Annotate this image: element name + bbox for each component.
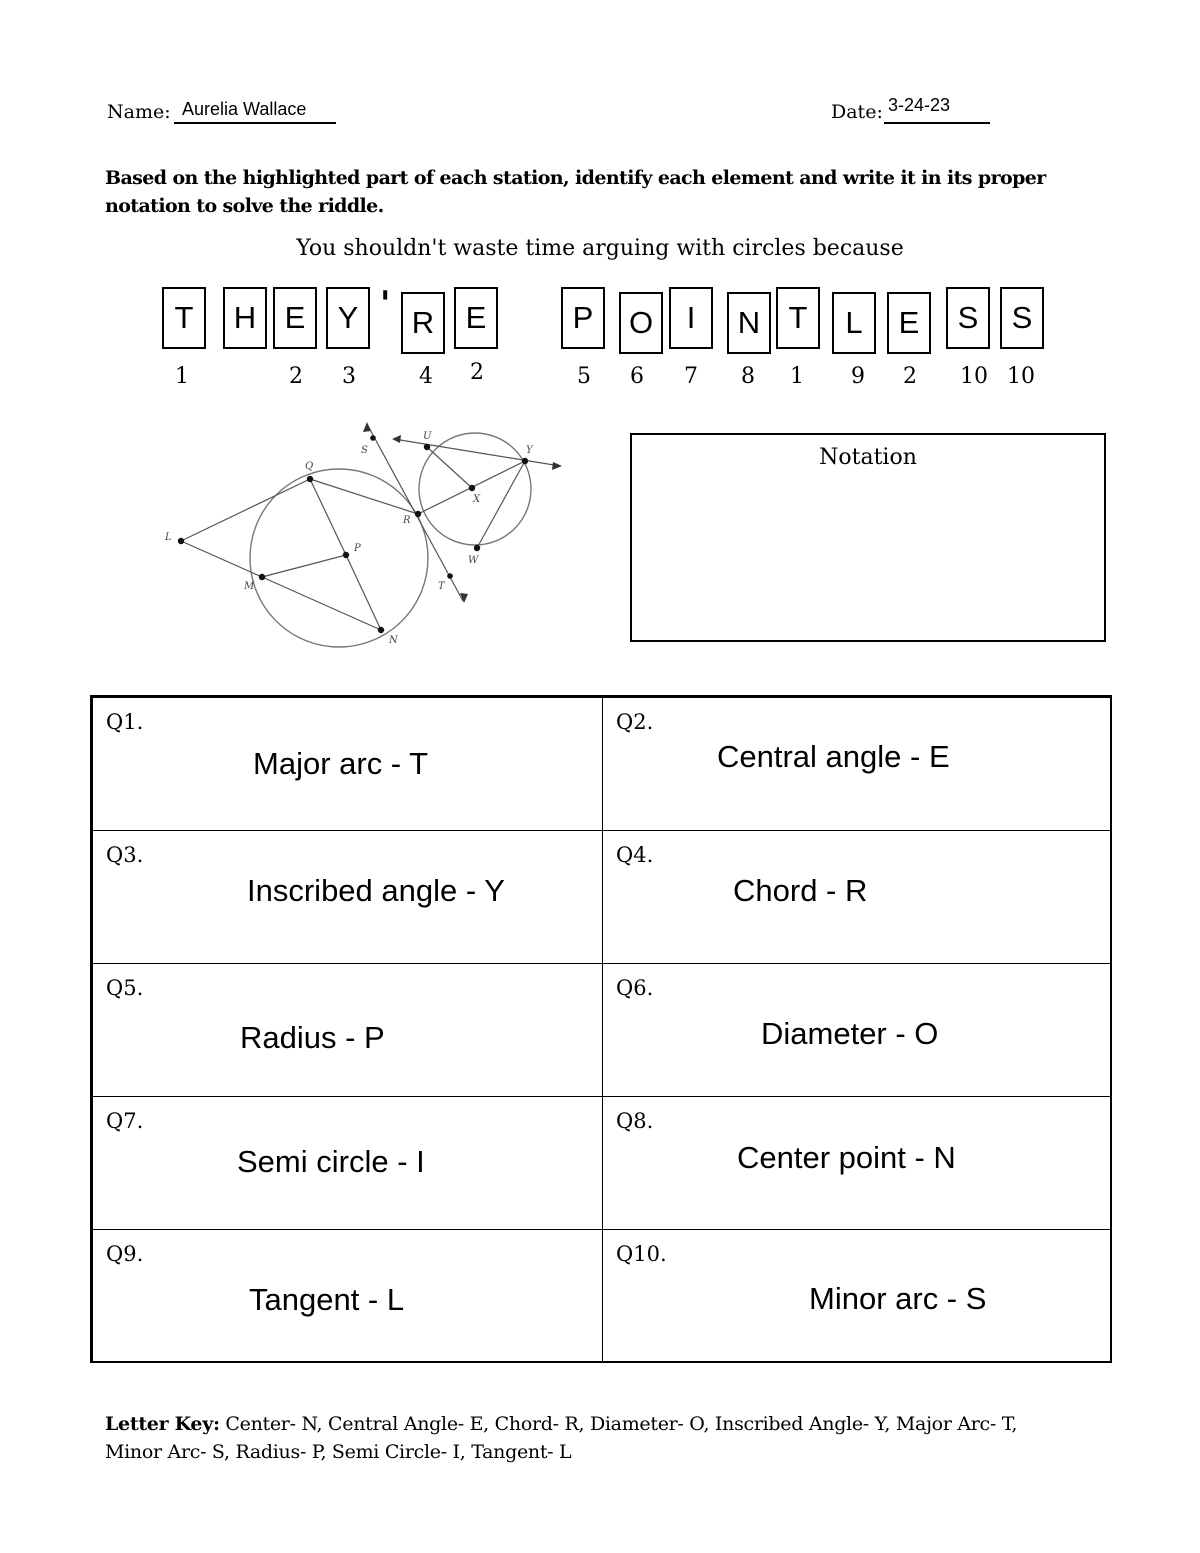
answer-box[interactable]: L [832, 292, 876, 354]
question-label: Q5. [106, 976, 144, 1000]
arrowhead-u [392, 435, 401, 443]
question-label: Q6. [616, 976, 654, 1000]
arrowhead-s [363, 422, 371, 432]
question-label: Q8. [616, 1109, 654, 1133]
segment-yw [477, 461, 525, 548]
answer-number: 2 [289, 364, 303, 389]
point-u [424, 444, 430, 450]
letter-key-line-1 [105, 1410, 1105, 1438]
letter-key-text-2: Minor Arc- S, Radius- P, Semi Circle- I, Tangent- L [105, 1441, 572, 1463]
answer-box[interactable]: E [454, 287, 498, 349]
question-cell-q9[interactable] [92, 1229, 603, 1363]
answer-number: 7 [684, 364, 698, 389]
apostrophe: ' [380, 284, 391, 324]
question-cell-q6[interactable] [602, 963, 1112, 1097]
question-answer[interactable]: Central angle - E [717, 739, 950, 774]
question-answer[interactable]: Major arc - T [253, 746, 429, 781]
label-q: Q [305, 461, 314, 472]
question-cell-q2[interactable] [602, 697, 1112, 831]
notation-box[interactable] [630, 433, 1106, 642]
answer-number: 3 [342, 364, 356, 389]
question-answer[interactable]: Center point - N [737, 1140, 956, 1175]
question-cell-q3[interactable] [92, 830, 603, 964]
point-n [378, 627, 384, 633]
point-w [474, 545, 480, 551]
point-s [370, 435, 376, 441]
question-answer[interactable]: Minor arc - S [809, 1281, 987, 1316]
answer-box[interactable]: S [1000, 287, 1044, 349]
question-label: Q7. [106, 1109, 144, 1133]
notation-title: Notation [819, 445, 917, 470]
letter-key [105, 1410, 1105, 1466]
answer-box[interactable]: N [727, 292, 771, 354]
question-cell-q7[interactable] [92, 1096, 603, 1230]
question-grid [90, 695, 1112, 1363]
answer-number: 2 [470, 360, 484, 385]
riddle-prompt: You shouldn't waste time arguing with circles because [296, 236, 904, 261]
question-label: Q9. [106, 1242, 144, 1266]
question-answer[interactable]: Inscribed angle - Y [247, 873, 505, 908]
answer-box[interactable]: Y [326, 287, 370, 349]
answer-number: 9 [851, 364, 865, 389]
name-label: Name: [107, 101, 171, 123]
answer-box[interactable]: S [946, 287, 990, 349]
arrowhead-y [552, 462, 562, 470]
answer-box[interactable]: E [273, 287, 317, 349]
answer-box[interactable]: T [776, 287, 820, 349]
point-y [522, 458, 528, 464]
answer-number: 1 [175, 364, 189, 389]
point-l [178, 538, 184, 544]
label-r: R [403, 515, 411, 526]
answer-box[interactable]: O [619, 292, 663, 354]
point-q [307, 476, 313, 482]
segment-qr [310, 479, 418, 514]
circle-p [250, 469, 428, 647]
label-m: M [244, 581, 255, 592]
answer-box[interactable]: R [401, 292, 445, 354]
point-t [447, 573, 453, 579]
label-p: P [354, 543, 361, 554]
answer-number: 4 [419, 364, 433, 389]
answer-box[interactable]: T [162, 287, 206, 349]
answer-number: 1 [790, 364, 804, 389]
line-uy [394, 439, 560, 466]
question-cell-q1[interactable] [92, 697, 603, 831]
answer-box[interactable]: H [223, 287, 267, 349]
point-m [259, 574, 265, 580]
answer-box[interactable]: E [887, 292, 931, 354]
segment-ux [427, 447, 472, 488]
label-w: W [468, 555, 479, 566]
date-value[interactable]: 3-24-23 [888, 95, 951, 115]
answer-number: 10 [960, 364, 988, 389]
question-cell-q4[interactable] [602, 830, 1112, 964]
answer-number: 10 [1007, 364, 1035, 389]
point-p [343, 552, 349, 558]
answer-box[interactable]: I [669, 287, 713, 349]
label-u: U [423, 431, 432, 442]
question-answer[interactable]: Chord - R [733, 873, 868, 908]
segment-qp [310, 479, 346, 555]
label-l: L [165, 532, 172, 543]
question-label: Q10. [616, 1242, 667, 1266]
date-label: Date: [831, 101, 883, 123]
segment-pn [346, 555, 381, 630]
answer-number: 2 [903, 364, 917, 389]
question-label: Q1. [106, 710, 144, 734]
segment-mp [262, 555, 346, 577]
question-label: Q2. [616, 710, 654, 734]
question-answer[interactable]: Radius - P [240, 1020, 385, 1055]
label-n: N [389, 635, 398, 646]
question-answer[interactable]: Semi circle - I [237, 1144, 425, 1179]
label-t: T [438, 581, 445, 592]
answer-number: 6 [630, 364, 644, 389]
question-cell-q8[interactable] [602, 1096, 1112, 1230]
label-y: Y [526, 445, 533, 456]
question-label: Q3. [106, 843, 144, 867]
question-answer[interactable]: Tangent - L [249, 1282, 405, 1317]
question-cell-q5[interactable] [92, 963, 603, 1097]
circle-diagram [150, 410, 580, 660]
segment-mn [262, 577, 381, 630]
point-r [415, 511, 421, 517]
question-label: Q4. [616, 843, 654, 867]
answer-number: 5 [577, 364, 591, 389]
riddle-answer-row [0, 0, 1200, 400]
question-cell-q10[interactable] [602, 1229, 1112, 1363]
answer-number: 8 [741, 364, 755, 389]
instructions: Based on the highlighted part of each station, identify each element and write it in its proper notation to solve the riddle. [105, 167, 1046, 217]
question-answer[interactable]: Diameter - O [761, 1016, 939, 1051]
letter-key-title: Letter Key: [105, 1413, 220, 1435]
point-x [469, 485, 475, 491]
name-value[interactable]: Aurelia Wallace [182, 99, 307, 119]
label-s: S [361, 445, 368, 456]
label-x: X [473, 494, 481, 505]
answer-box[interactable]: P [561, 287, 605, 349]
letter-key-text-1: Center- N, Central Angle- E, Chord- R, Diameter- O, Inscribed Angle- Y, Major Arc- T, [225, 1413, 1018, 1435]
segment-lq [181, 479, 310, 541]
